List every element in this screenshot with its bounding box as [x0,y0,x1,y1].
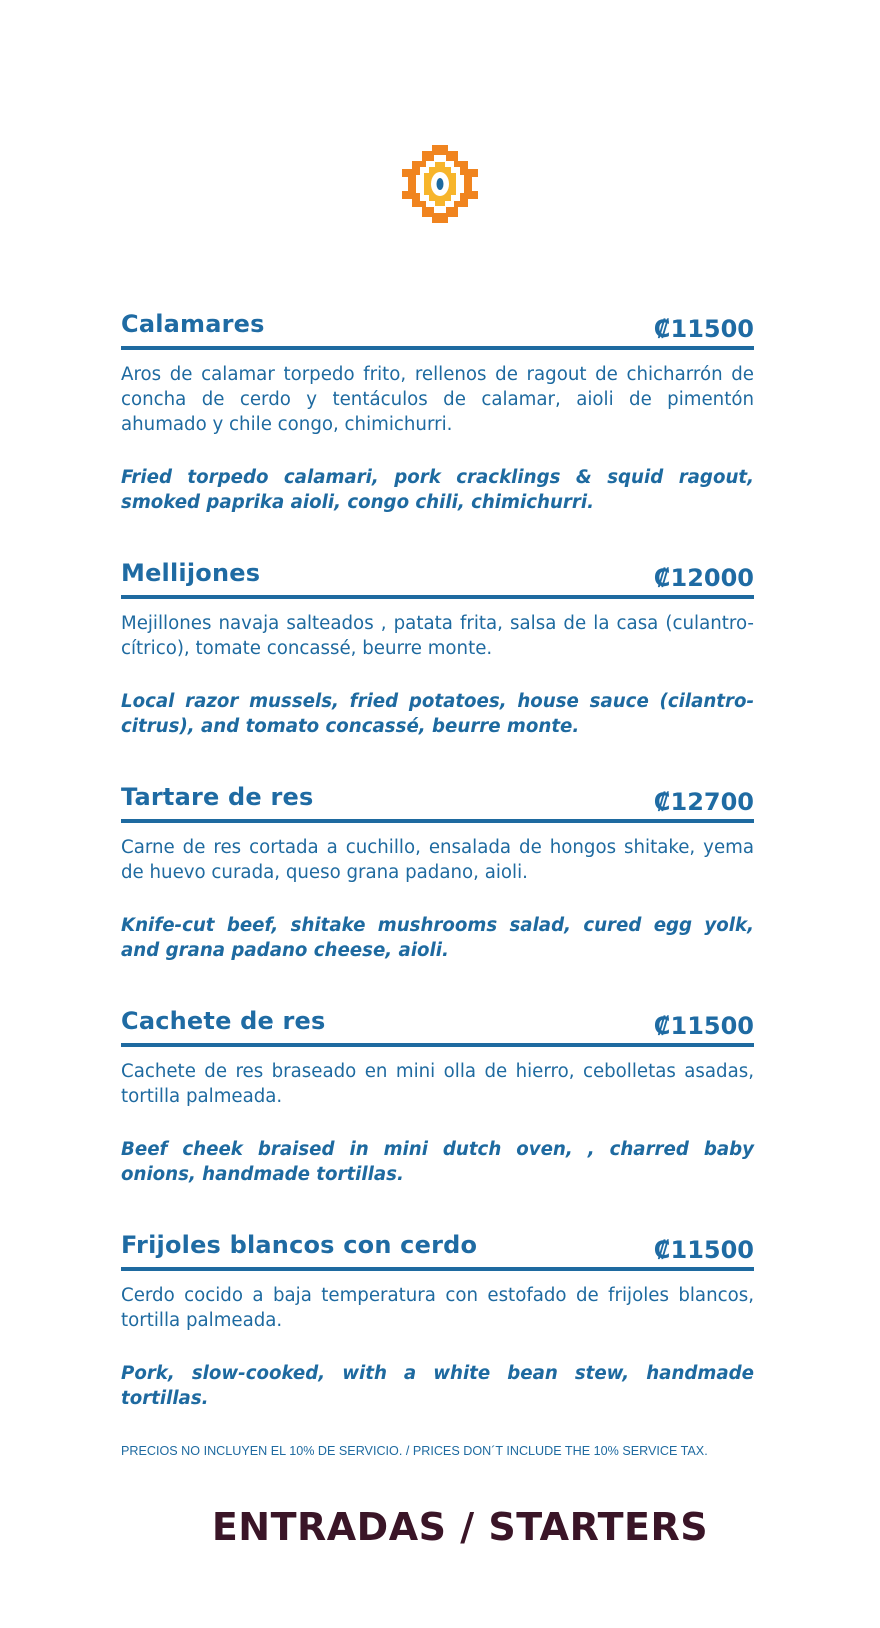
menu-item-description-spanish: Cerdo cocido a baja temperatura con estofado de frijoles blancos, tortilla palmeada. [121,1285,754,1331]
menu-item [121,783,754,963]
menu-item-header [121,310,754,350]
menu-item [121,1231,754,1411]
menu-item-header [121,1007,754,1047]
menu-item-name: Cachete de res [121,1007,326,1035]
menu-list [121,310,754,1411]
menu-item-price: ₡12700 [653,788,754,816]
menu-item-description-spanish: Carne de res cortada a cuchillo, ensalada de hongos shitake, yema de huevo curada, queso grana padano, aioli. [121,837,754,883]
service-charge-note: PRECIOS NO INCLUYEN EL 10% DE SERVICIO. / PRICES DON´T INCLUDE THE 10% SERVICE TAX. [121,1444,708,1458]
menu-item-header [121,559,754,599]
menu-item-description-spanish: Aros de calamar torpedo frito, rellenos de ragout de chicharrón de concha de cerdo y tentáculos de calamar, aioli de pimentón ahumado y chile congo, chimichurri. [121,364,754,435]
menu-item-name: Calamares [121,310,265,338]
menu-item-description-spanish: Cachete de res braseado en mini olla de hierro, cebolletas asadas, tortilla palmeada. [121,1061,754,1107]
section-title: ENTRADAS / STARTERS [211,1505,709,1549]
menu-item-name: Tartare de res [121,783,314,811]
menu-item-header [121,783,754,823]
menu-item-price: ₡12000 [653,564,754,592]
menu-item-description-english: Knife-cut beef, shitake mushrooms salad, cured egg yolk, and grana padano cheese, aioli. [121,915,754,961]
menu-item-description-english: Local razor mussels, fried potatoes, house sauce (cilantro-citrus), and tomato concassé, beurre monte. [121,691,754,737]
menu-item-name: Frijoles blancos con cerdo [121,1231,478,1259]
menu-item-description-english: Fried torpedo calamari, pork cracklings & squid ragout, smoked paprika aioli, congo chili, chimichurri. [121,467,754,513]
menu-item-description-spanish: Mejillones navaja salteados , patata frita, salsa de la casa (culantro-cítrico), tomate concassé, beurre monte. [121,613,754,659]
menu-item-price: ₡11500 [653,315,754,343]
menu-item-description-english: Pork, slow-cooked, with a white bean stew, handmade tortillas. [121,1363,754,1409]
menu-item-price: ₡11500 [653,1012,754,1040]
menu-item-description-english: Beef cheek braised in mini dutch oven, , charred baby onions, handmade tortillas. [121,1139,754,1185]
menu-item [121,559,754,739]
menu-item [121,1007,754,1187]
menu-item-header [121,1231,754,1271]
aztec-diamond-emblem-icon [402,145,478,223]
menu-item-name: Mellijones [121,559,261,587]
menu-item [121,310,754,515]
menu-item-price: ₡11500 [653,1236,754,1264]
